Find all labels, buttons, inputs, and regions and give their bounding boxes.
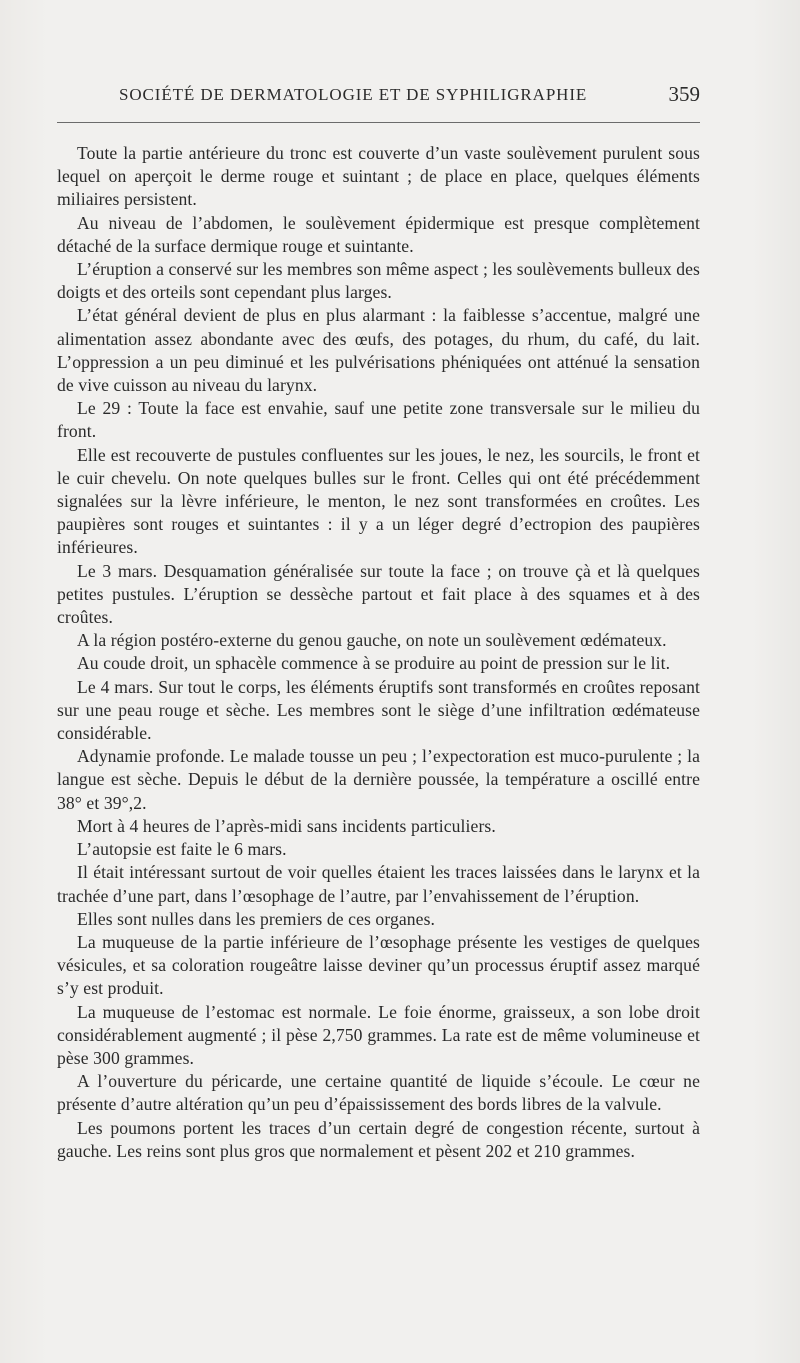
running-title: SOCIÉTÉ DE DERMATOLOGIE ET DE SYPHILIGRAPHIE (119, 85, 588, 104)
header-rule (57, 122, 700, 123)
paragraph: Elle est recouverte de pustules confluentes sur les joues, le nez, les sourcils, le front et le cuir chevelu. On note quelques bulles sur le front. Celles qui ont été précédemment signalées sur la lèvre inférieure, le menton, le nez sont transformées en croûtes. Les paupières sont rouges et suintantes : il y a un léger degré d’ectropion des paupières inférieures. (57, 444, 700, 558)
body-text (57, 142, 700, 1163)
paragraph: L’éruption a conservé sur les membres son même aspect ; les soulèvements bulleux des doigts et des orteils sont cependant plus larges. (57, 259, 700, 303)
paragraph: Les poumons portent les traces d’un certain degré de congestion récente, surtout à gauche. Les reins sont plus gros que normalement et pèsent 202 et 210 grammes. (57, 1117, 700, 1161)
paragraph: La muqueuse de l’estomac est normale. Le foie énorme, graisseux, a son lobe droit considérablement augmenté ; il pèse 2,750 grammes. La rate est de même volumineuse et pèse 300 grammes. (57, 1001, 700, 1068)
paragraph: L’état général devient de plus en plus alarmant : la faiblesse s’accentue, malgré une alimentation assez abondante avec des œufs, des potages, du rhum, du café, du lait. L’oppression a un peu diminué et les pulvérisations phéniquées ont atténué la sensation de vive cuisson au niveau du larynx. (57, 305, 700, 396)
paragraph: L’autopsie est faite le 6 mars. (77, 839, 287, 860)
paragraph: La muqueuse de la partie inférieure de l’œsophage présente les vestiges de quelques vésicules, et sa coloration rougeâtre laisse deviner qu’un processus éruptif assez marqué s’y est produit. (57, 931, 700, 999)
paragraph: Au niveau de l’abdomen, le soulèvement épidermique est presque complètement détaché de la surface dermique rouge et suintante. (57, 212, 700, 256)
paragraph: Mort à 4 heures de l’après-midi sans incidents particuliers. (77, 815, 496, 836)
paragraph: Le 29 : Toute la face est envahie, sauf une petite zone transversale sur le milieu du front. (57, 398, 700, 442)
paragraph: Au coude droit, un sphacèle commence à se produire au point de pression sur le lit. (77, 653, 671, 674)
page-number: 359 (668, 82, 700, 106)
paragraph: Le 4 mars. Sur tout le corps, les éléments éruptifs sont transformés en croûtes reposant sur une peau rouge et sèche. Les membres sont le siège d’une infiltration œdémateuse considérable. (57, 676, 700, 744)
paragraph: Toute la partie antérieure du tronc est couverte d’un vaste soulèvement purulent sous lequel on aperçoit le derme rouge et suintant ; de place en place, quelques éléments miliaires persistent. (57, 143, 700, 210)
paragraph: Le 3 mars. Desquamation généralisée sur toute la face ; on trouve çà et là quelques petites pustules. L’éruption se dessèche partout et fait place à des squames et à des croûtes. (57, 560, 700, 628)
paragraph: Adynamie profonde. Le malade tousse un peu ; l’expectoration est muco-purulente ; la langue est sèche. Depuis le début de la dernière poussée, la température a oscillé entre 38° et 39°,2. (57, 746, 700, 813)
paragraph: Elles sont nulles dans les premiers de ces organes. (77, 908, 436, 929)
paragraph: A l’ouverture du péricarde, une certaine quantité de liquide s’écoule. Le cœur ne présente d’autre altération qu’un peu d’épaississement des bords libres de la valvule. (57, 1071, 700, 1115)
page-header (57, 78, 700, 114)
paragraph: Il était intéressant surtout de voir quelles étaient les traces laissées dans le larynx et la trachée d’une part, dans l’œsophage de l’autre, par l’envahissement de l’éruption. (57, 862, 700, 906)
paragraph: A la région postéro-externe du genou gauche, on note un soulèvement œdémateux. (77, 630, 667, 651)
